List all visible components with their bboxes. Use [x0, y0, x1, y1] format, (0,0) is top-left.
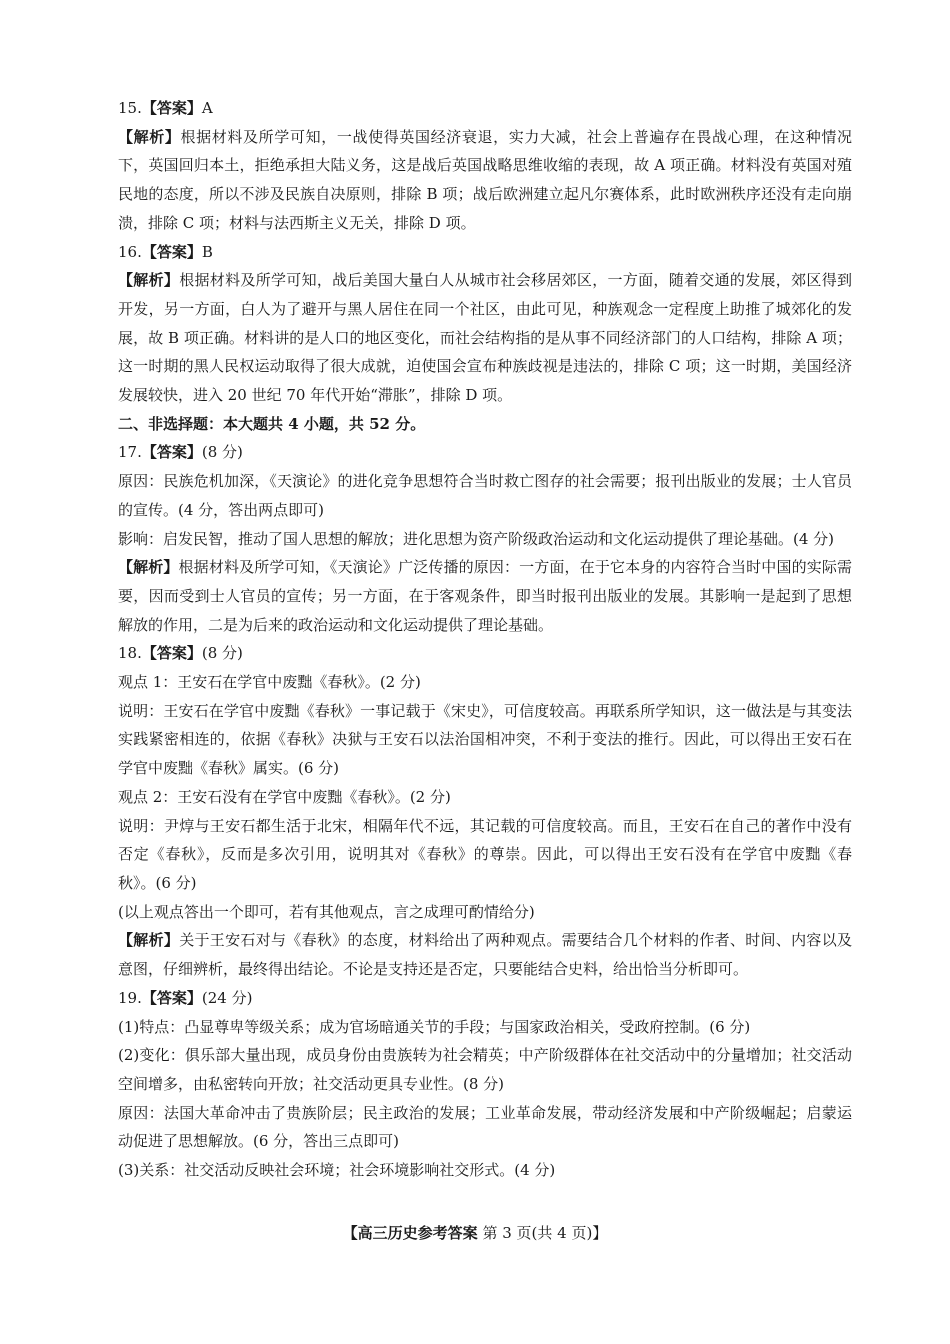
- q18-line: 说明：王安石在学官中废黜《春秋》一事记载于《宋史》，可信度较高。再联系所学知识，这一做法是与其变法实践紧密相连的，依据《春秋》决狱与王安石以法治国相冲突，不利于变法的推行。因此，可以得出王安石在学官中废黜《春秋》属实。(6 分): [118, 701, 852, 778]
- question-number: 19.: [118, 988, 142, 1007]
- q18-line: 观点 1：王安石在学官中废黜《春秋》。(2 分): [118, 673, 421, 692]
- analysis-text: 根据材料及所学可知，《天演论》广泛传播的原因：一方面，在于它本身的内容符合当时中国的实际需要，因而受到士人官员的宣传；另一方面，在于客观条件，即当时报刊出版业的发展。其影响一是起到了思想解放的作用，二是为后来的政治运动和文化运动提供了理论基础。: [118, 558, 852, 634]
- score: (8 分): [201, 644, 243, 663]
- q19-line: (3)关系：社交活动反映社会环境；社会环境影响社交形式。(4 分): [118, 1161, 556, 1180]
- q19-line: (1)特点：凸显尊卑等级关系；成为官场暗通关节的手段；与国家政治相关，受政府控制。(6 分): [118, 1017, 751, 1036]
- answer-value: B: [201, 242, 213, 261]
- answer-tag: 【答案】: [141, 242, 202, 261]
- q18-line: 说明：尹焞与王安石都生活于北宋，相隔年代不远，其记载的可信度较高。而且，王安石在自己的著作中没有否定《春秋》，反而是多次引用，说明其对《春秋》的尊崇。因此，可以得出王安石没有在学官中废黜《春秋》。(6 分): [118, 816, 852, 892]
- q15-answer: [118, 94, 852, 123]
- answer-value: A: [201, 99, 213, 117]
- q15-analysis: [118, 123, 852, 238]
- q16-answer: [118, 238, 852, 267]
- footer-title: 【高三历史参考答案: [342, 1224, 478, 1242]
- score: (8 分): [201, 443, 243, 462]
- q19-line: 原因：法国大革命冲击了贵族阶层；民主政治的发展；工业革命发展，带动经济发展和中产阶级崛起；启蒙运动促进了思想解放。(6 分，答出三点即可): [118, 1103, 852, 1151]
- q17-analysis: [118, 553, 852, 639]
- q17-line: 原因：民族危机加深，《天演论》的进化竞争思想符合当时救亡图存的社会需要；报刊出版业的发展；士人官员的宣传。(4 分，答出两点即可): [118, 472, 852, 519]
- question-number: 15.: [118, 99, 142, 117]
- analysis-text: 关于王安石对与《春秋》的态度，材料给出了两种观点。需要结合几个材料的作者、时间、内容以及意图，仔细辨析，最终得出结论。不论是支持还是否定，只要能结合史料，给出恰当分析即可。: [118, 931, 852, 979]
- answer-tag: 【答案】: [141, 443, 202, 462]
- analysis-text: 根据材料及所学可知，一战使得英国经济衰退，实力大减，社会上普遍存在畏战心理，在这种情况下，英国回归本土，拒绝承担大陆义务，这是战后英国战略思维收缩的表现，故 A 项正确。材料没有英国对殖民地的态度，所以不涉及民族自决原则，排除 B 项；战后欧洲建立起凡尔赛体系，此时欧洲秩序还没有走向崩溃，排除 C 项；材料与法西斯主义无关，排除 D 项。: [118, 127, 852, 232]
- q19-line: (2)变化：俱乐部大量出现，成员身份由贵族转为社会精英；中产阶级群体在社交活动中的分量增加；社交活动空间增多，由私密转向开放；社交活动更具专业性。(8 分): [118, 1046, 852, 1093]
- score: (24 分): [201, 988, 253, 1007]
- analysis-tag: 【解析】: [118, 271, 180, 290]
- page-footer: [0, 1222, 950, 1243]
- answer-tag: 【答案】: [141, 99, 202, 117]
- answer-tag: 【答案】: [141, 644, 202, 663]
- q17-answer: [118, 438, 852, 467]
- question-number: 18.: [118, 644, 142, 663]
- answer-content: [118, 94, 852, 1185]
- analysis-tag: 【解析】: [118, 558, 179, 577]
- q19-answer: [118, 984, 852, 1013]
- q18-answer: [118, 639, 852, 668]
- analysis-tag: 【解析】: [118, 931, 180, 950]
- section-heading: 二、非选择题：本大题共 4 小题，共 52 分。: [118, 414, 426, 433]
- question-number: 16.: [118, 242, 142, 261]
- q18-analysis: [118, 926, 852, 983]
- question-number: 17.: [118, 443, 142, 462]
- q18-line: 观点 2：王安石没有在学官中废黜《春秋》。(2 分): [118, 787, 451, 806]
- footer-page-number: 第 3 页(共 4 页)】: [482, 1224, 608, 1242]
- q17-line: 影响：启发民智，推动了国人思想的解放；进化思想为资产阶级政治运动和文化运动提供了理论基础。(4 分): [118, 529, 835, 548]
- analysis-tag: 【解析】: [118, 127, 181, 146]
- q18-line: (以上观点答出一个即可，若有其他观点，言之成理可酌情给分): [118, 902, 535, 921]
- q16-analysis: [118, 266, 852, 410]
- analysis-text: 根据材料及所学可知，战后美国大量白人从城市社会移居郊区，一方面，随着交通的发展，郊区得到开发，另一方面，白人为了避开与黑人居住在同一个社区，由此可见，种族观念一定程度上助推了城郊化的发展，故 B 项正确。材料讲的是人口的地区变化，而社会结构指的是从事不同经济部门的人口结构，排除 A 项；这一时期的黑人民权运动取得了很大成就，迫使国会宣布种族歧视是违法的，排除 C 项；这一时期，美国经济发展较快，进入 20 世纪 70 年代开始“滞胀”，排除 D 项。: [118, 271, 852, 405]
- answer-tag: 【答案】: [141, 988, 202, 1007]
